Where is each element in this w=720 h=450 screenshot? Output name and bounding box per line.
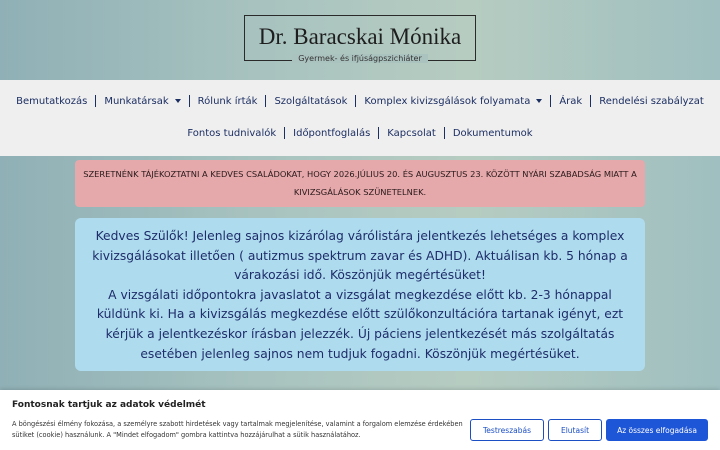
info-line: esetében jelenleg sajnos nem tudjuk fogadni. Köszönjük megértésüket. <box>140 346 580 361</box>
info-line: kivizsgálásokat illetően ( autizmus spektrum zavar és ADHD). Aktuálisan kb. 5 hónap a <box>92 248 628 263</box>
nav-item-label: Bemutatkozás <box>16 95 88 107</box>
nav-divider <box>284 127 285 139</box>
nav-divider <box>265 95 266 107</box>
nav-item-label: Kapcsolat <box>387 127 436 139</box>
vacation-notice <box>75 160 645 207</box>
info-line: várakozási idő. Köszönjük megértésüket! <box>234 268 486 283</box>
nav-item-label: Munkatársak <box>104 95 169 107</box>
reject-button[interactable]: Elutasít <box>548 419 602 441</box>
nav-divider <box>444 127 445 139</box>
nav-row-1 <box>0 95 720 107</box>
nav-item-dokumentumok[interactable] <box>453 128 533 139</box>
notice-line: KIVIZSGÁLÁSOK SZÜNETELNEK. <box>293 187 427 197</box>
nav-item-label: Rólunk írták <box>197 95 258 107</box>
nav-divider <box>378 127 379 139</box>
nav-item-fontos-tudnivalok[interactable] <box>187 128 276 139</box>
nav-item-komplex-kivizsgalasok[interactable] <box>364 96 542 107</box>
nav-item-idopontfoglalas[interactable] <box>293 128 370 139</box>
chevron-down-icon <box>536 99 542 103</box>
nav-item-rolunk-irtak[interactable] <box>198 96 258 107</box>
cookie-text-line: sütiket (cookie) használunk. A "Mindet elfogadom" gombra kattintva hozzájárulhat a sütik használatához. <box>12 431 361 439</box>
info-line: kérjük a jelentkezéskor írásban jelezzék. Új páciens jelentkezését más szolgáltatás <box>105 326 615 341</box>
site-title: Dr. Baracskai Mónika <box>258 24 462 49</box>
nav-item-kapcsolat[interactable] <box>387 128 436 139</box>
cookie-description <box>12 419 467 441</box>
nav-divider <box>95 95 96 107</box>
site-subtitle-text: Gyermek- és ifjúságpszichiáter <box>292 54 428 63</box>
nav-divider <box>550 95 551 107</box>
nav-item-label: Rendelési szabályzat <box>599 95 704 107</box>
nav-row-2 <box>0 127 720 139</box>
accept-all-button[interactable]: Az összes elfogadása <box>606 419 708 441</box>
nav-item-szolgaltatasok[interactable] <box>274 96 347 107</box>
chevron-down-icon <box>175 99 181 103</box>
info-line: Kedves Szülők! Jelenleg sajnos kizárólag várólistára jelentkezés lehetséges a komplex <box>95 229 625 243</box>
nav-divider <box>189 95 190 107</box>
nav-item-label: Komplex kivizsgálások folyamata <box>364 95 531 107</box>
nav-item-arak[interactable] <box>559 96 582 107</box>
cookie-text-line: A böngészési élmény fokozása, a személyre szabott hirdetések vagy tartalmak megjelenítése, valamint a forgalom elemzése érdekében <box>12 420 463 428</box>
nav-item-rendelesi-szabalyzat[interactable] <box>599 96 704 107</box>
site-header <box>0 0 720 80</box>
nav-item-label: Dokumentumok <box>452 127 533 139</box>
waitlist-info-box <box>75 218 645 371</box>
main-navigation <box>0 80 720 156</box>
info-line: A vizsgálati időpontokra javaslatot a vizsgálat megkezdése előtt kb. 2-3 hónappal <box>108 287 612 302</box>
notice-line: SZERETNÉNK TÁJÉKOZTATNI A KEDVES CSALÁDOKAT, HOGY 2026.JÚLIUS 20. ÉS AUGUSZTUS 23. KÖZÖTT NYÁRI SZABADSÁG MIATT A <box>83 169 637 179</box>
cookie-title: Fontosnak tartjuk az adatok védelmét <box>12 400 206 410</box>
info-line: küldünk ki. Ha a kivizsgálás megkezdése előtt szülőkonzultációra tartanak igényt, ezt <box>96 307 624 322</box>
nav-divider <box>355 95 356 107</box>
nav-item-label: Árak <box>559 95 583 107</box>
nav-item-label: Szolgáltatások <box>274 95 348 107</box>
site-subtitle <box>244 54 476 63</box>
nav-item-munkatarsak[interactable] <box>104 96 180 107</box>
nav-item-bemutatkozas[interactable] <box>16 96 87 107</box>
nav-divider <box>590 95 591 107</box>
customize-button[interactable]: Testreszabás <box>470 419 544 441</box>
cookie-consent-banner <box>0 390 720 450</box>
nav-item-label: Fontos tudnivalók <box>187 127 277 139</box>
nav-item-label: Időpontfoglalás <box>293 127 371 139</box>
